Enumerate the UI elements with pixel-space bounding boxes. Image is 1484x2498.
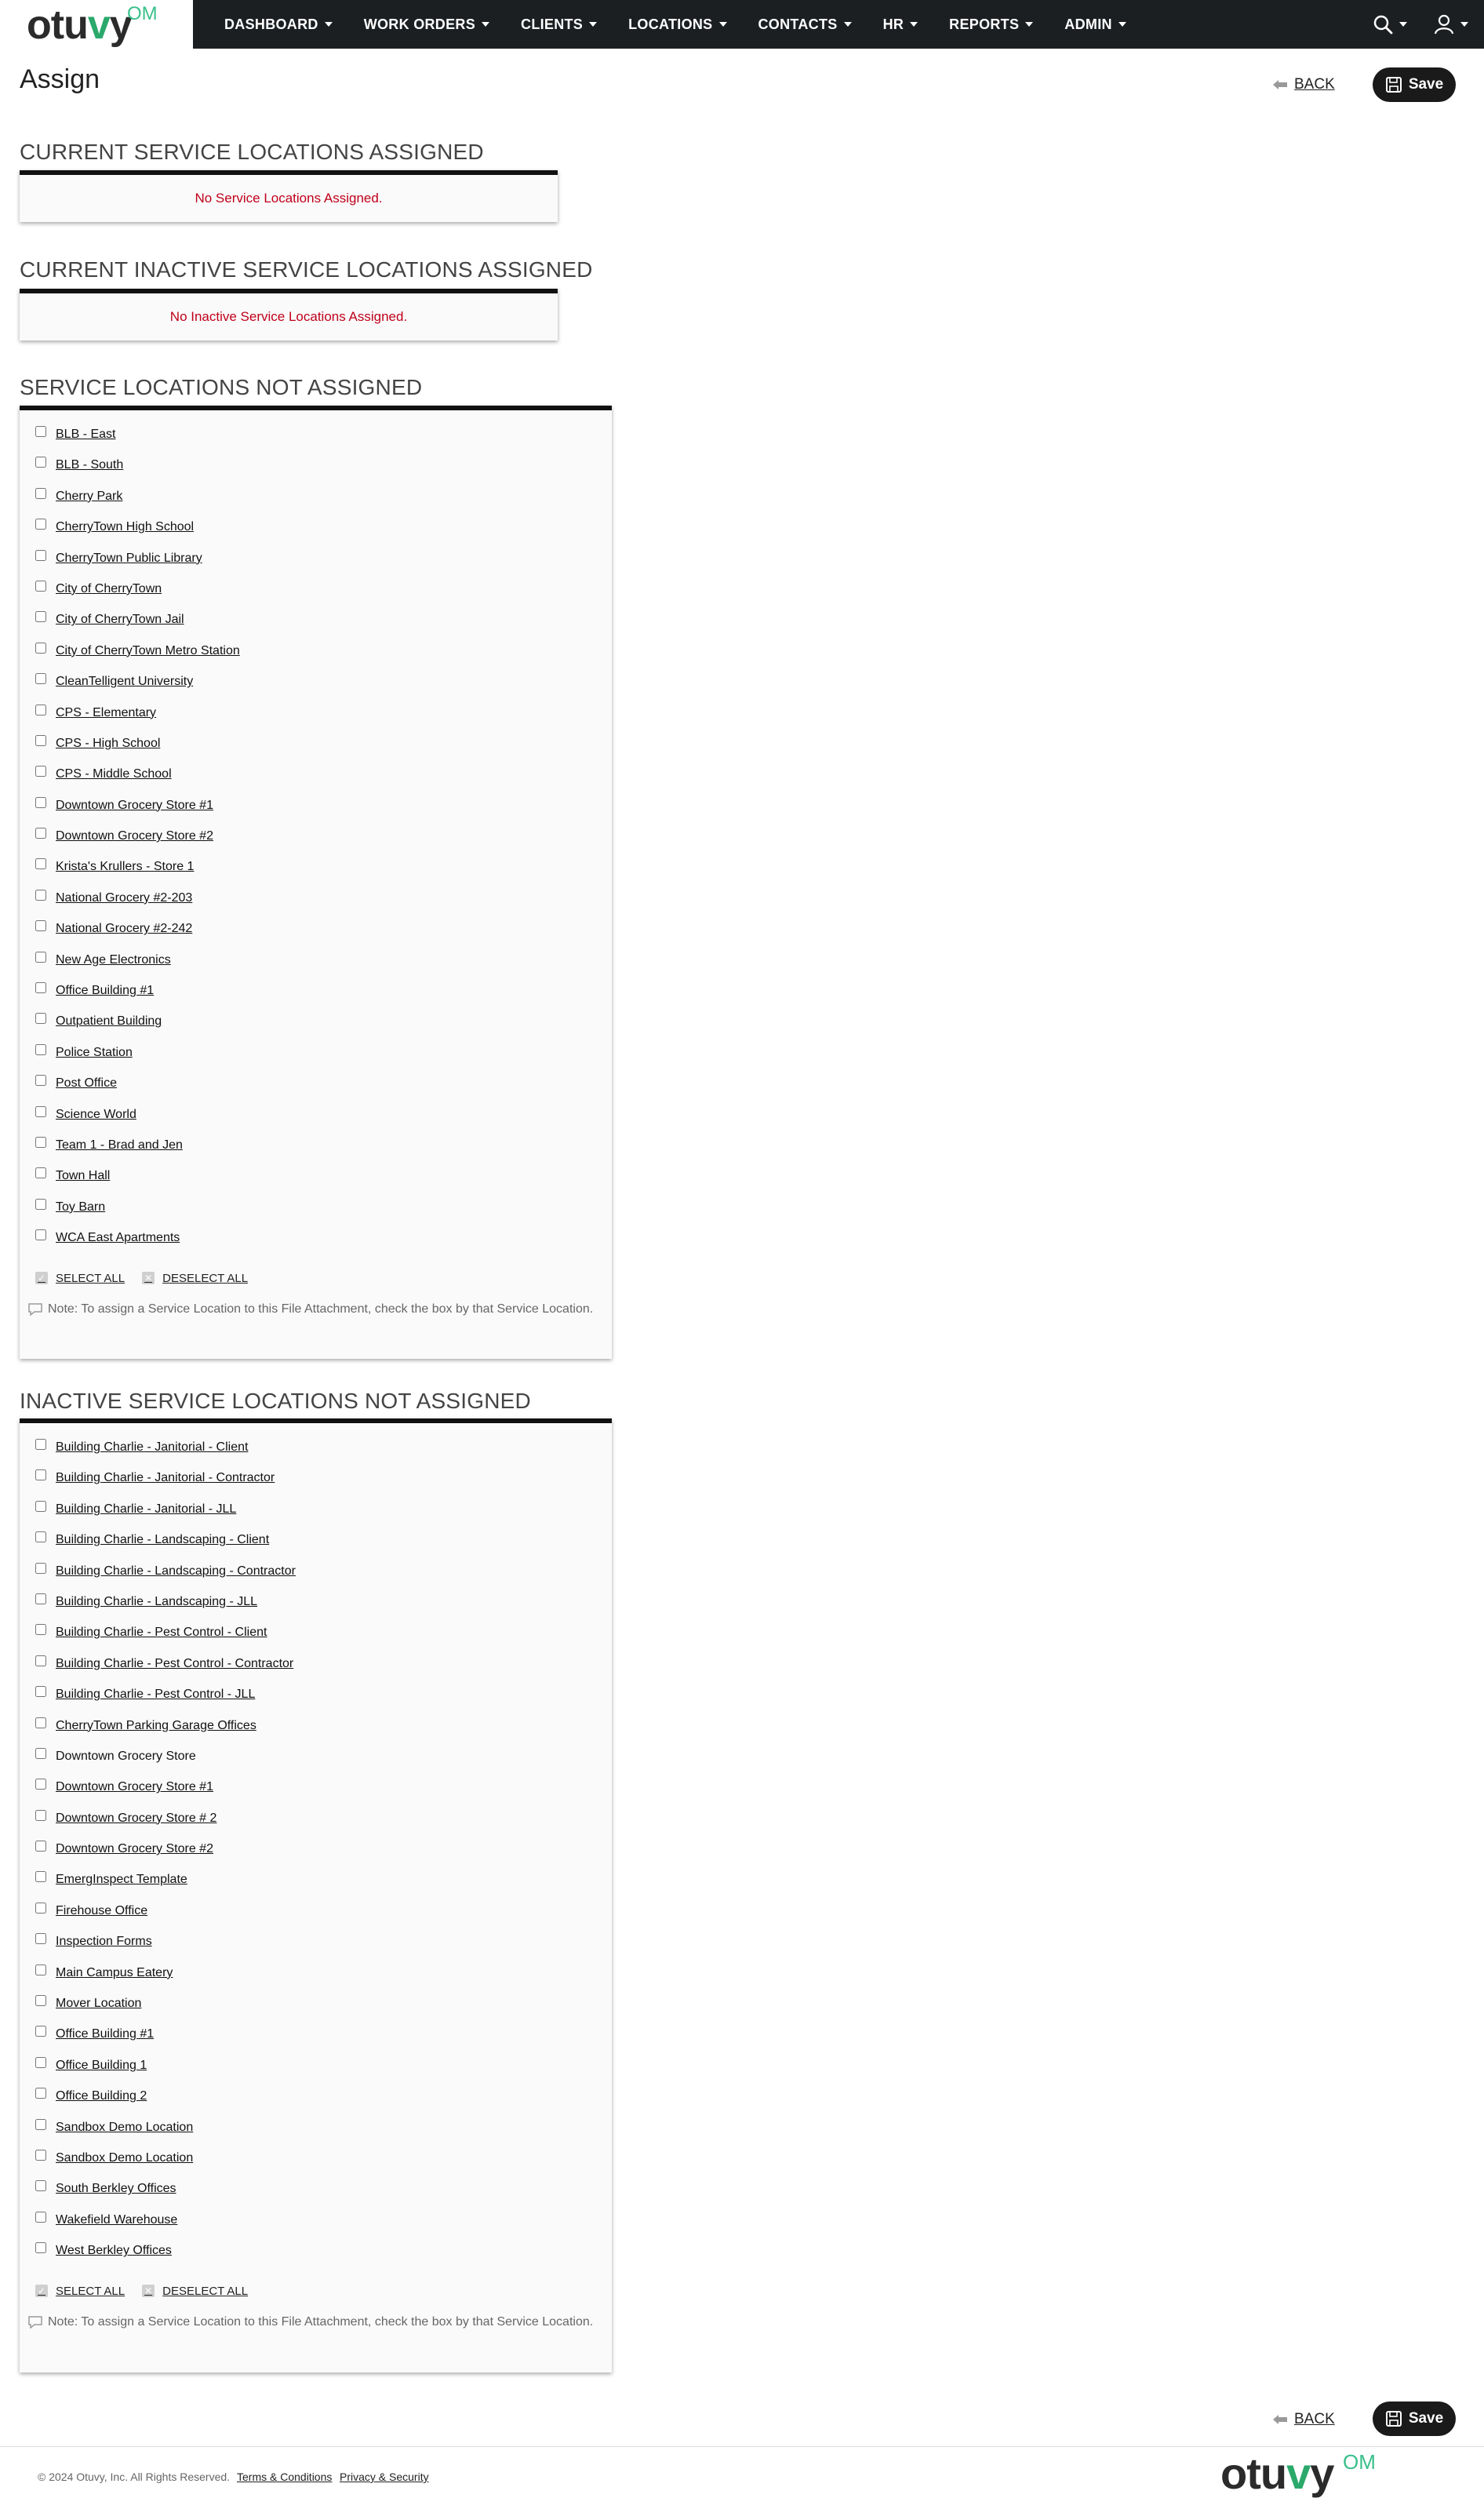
comment-icon — [27, 2315, 43, 2329]
location-link[interactable]: Building Charlie - Janitorial - Client — [56, 1440, 249, 1454]
nav-item-label: CLIENTS — [521, 16, 584, 32]
chevron-down-icon — [325, 22, 333, 27]
location-checkbox[interactable] — [35, 1995, 46, 2006]
list-item — [20, 1225, 612, 1255]
location-link[interactable]: Downtown Grocery Store #2 — [56, 1842, 213, 1856]
list-item — [20, 606, 612, 637]
location-checkbox[interactable] — [35, 1655, 46, 1666]
select-all-button[interactable] — [35, 2285, 125, 2298]
nav-item-admin[interactable] — [1064, 16, 1126, 33]
nav-item-label: WORK ORDERS — [363, 16, 476, 32]
list-item — [20, 514, 612, 544]
location-checkbox[interactable] — [35, 952, 46, 963]
empty-message: No Service Locations Assigned. — [195, 191, 383, 206]
list-item — [20, 2176, 612, 2206]
location-link[interactable]: Building Charlie - Janitorial - JLL — [56, 1502, 237, 1516]
location-link[interactable]: Firehouse Office — [56, 1903, 148, 1917]
main-nav — [209, 0, 1142, 49]
chevron-down-icon — [1118, 22, 1126, 27]
checkbox-x-icon: ✕ — [142, 2285, 155, 2297]
deselect-all-button[interactable] — [142, 2285, 248, 2298]
location-checkbox[interactable] — [35, 828, 46, 839]
location-checkbox[interactable] — [35, 488, 46, 499]
nav-item-clients[interactable] — [521, 16, 597, 33]
list-item — [20, 854, 612, 884]
location-link[interactable]: Building Charlie - Landscaping - Contractor — [56, 1564, 296, 1578]
location-checkbox[interactable] — [35, 519, 46, 530]
location-link[interactable]: National Grocery #2-203 — [56, 890, 193, 905]
location-checkbox[interactable] — [35, 581, 46, 592]
location-link[interactable]: Mover Location — [56, 1997, 142, 2011]
list-item — [20, 2021, 612, 2052]
nav-item-locations[interactable] — [628, 16, 726, 33]
list-item — [20, 1558, 612, 1589]
nav-item-label: CONTACTS — [758, 16, 838, 32]
location-link[interactable]: Wakefield Warehouse — [56, 2212, 178, 2227]
list-item — [20, 1589, 612, 1619]
location-checkbox[interactable] — [35, 982, 46, 993]
location-link[interactable]: South Berkley Offices — [56, 2182, 176, 2196]
deselect-all-label: DESELECT ALL — [162, 1271, 249, 1285]
location-checkbox[interactable] — [35, 1810, 46, 1821]
list-item — [20, 1774, 612, 1804]
location-checkbox[interactable] — [35, 2212, 46, 2223]
list-item — [20, 1102, 612, 1132]
save-button[interactable] — [1373, 2402, 1456, 2436]
location-link[interactable]: Building Charlie - Pest Control - Client — [56, 1626, 267, 1640]
location-checkbox[interactable] — [35, 2180, 46, 2191]
location-label: Downtown Grocery Store — [56, 1749, 196, 1763]
location-checkbox[interactable] — [35, 673, 46, 684]
location-checkbox[interactable] — [35, 1748, 46, 1759]
location-link[interactable]: Krista's Krullers - Store 1 — [56, 860, 195, 874]
user-icon — [1434, 14, 1454, 35]
location-link[interactable]: BLB - East — [56, 428, 116, 441]
current-assigned-panel — [20, 170, 558, 222]
location-link[interactable]: Office Building #1 — [56, 984, 155, 998]
location-link[interactable]: Office Building #1 — [56, 2027, 155, 2041]
list-item — [20, 792, 612, 823]
location-link[interactable]: Office Building 1 — [56, 2058, 147, 2072]
section-title-current-inactive: CURRENT INACTIVE SERVICE LOCATIONS ASSIGNED — [20, 257, 593, 282]
location-link[interactable]: Downtown Grocery Store #1 — [56, 798, 213, 812]
select-all-button[interactable] — [35, 1272, 125, 1285]
checkbox-checked-icon: ✓ — [35, 2285, 48, 2297]
list-item — [20, 1960, 612, 1990]
location-checkbox[interactable] — [35, 705, 46, 716]
location-link[interactable]: CherryTown High School — [56, 520, 195, 534]
section-title-current-assigned: CURRENT SERVICE LOCATIONS ASSIGNED — [20, 140, 484, 164]
list-item — [20, 2207, 612, 2238]
logo-text-start: otu — [1220, 2449, 1287, 2498]
list-item — [20, 2114, 612, 2145]
location-checkbox[interactable] — [35, 1229, 46, 1240]
location-checkbox[interactable] — [35, 766, 46, 777]
location-checkbox[interactable] — [35, 2242, 46, 2253]
location-link[interactable]: Downtown Grocery Store #1 — [56, 1780, 213, 1794]
footer-logo-suffix: OM — [1343, 2450, 1376, 2474]
location-checkbox[interactable] — [35, 1779, 46, 1790]
list-item — [20, 2052, 612, 2083]
save-label: Save — [1408, 2410, 1444, 2427]
list-item — [20, 947, 612, 978]
location-link[interactable]: Team 1 - Brad and Jen — [56, 1138, 183, 1152]
select-all-label: SELECT ALL — [56, 2284, 125, 2298]
location-checkbox[interactable] — [35, 1075, 46, 1086]
comment-icon — [27, 1302, 43, 1316]
location-checkbox[interactable] — [35, 890, 46, 901]
location-link[interactable]: Town Hall — [56, 1169, 111, 1183]
nav-item-contacts[interactable] — [758, 16, 852, 33]
search-icon — [1373, 14, 1393, 35]
nav-item-work-orders[interactable] — [364, 16, 489, 33]
location-link[interactable]: Outpatient Building — [56, 1014, 162, 1029]
list-item — [20, 1805, 612, 1836]
location-link[interactable]: Cherry Park — [56, 489, 123, 503]
current-inactive-panel — [20, 289, 558, 340]
location-checkbox[interactable] — [35, 1106, 46, 1117]
location-link[interactable]: CherryTown Parking Garage Offices — [56, 1718, 256, 1732]
list-item — [20, 1619, 612, 1650]
location-checkbox[interactable] — [35, 1903, 46, 1914]
not-assigned-panel — [20, 406, 612, 1359]
nav-item-label: ADMIN — [1064, 16, 1112, 32]
chevron-down-icon — [719, 22, 727, 27]
location-link[interactable]: Downtown Grocery Store #2 — [56, 829, 213, 843]
inactive-not-assigned-panel — [20, 1418, 612, 2372]
location-link[interactable]: Downtown Grocery Store # 2 — [56, 1811, 217, 1825]
location-link[interactable]: Toy Barn — [56, 1200, 106, 1214]
back-button[interactable] — [1272, 2411, 1335, 2428]
nav-item-label: HR — [882, 16, 904, 32]
list-item — [20, 916, 612, 946]
checkbox-x-icon: ✕ — [142, 1272, 155, 1284]
nav-right — [1346, 0, 1468, 49]
location-checkbox[interactable] — [35, 1439, 46, 1450]
privacy-link[interactable]: Privacy & Security — [340, 2471, 429, 2483]
note-text: Note: To assign a Service Location to this File Attachment, check the box by that Service Location. — [48, 1302, 594, 1316]
location-link[interactable]: WCA East Apartments — [56, 1231, 180, 1245]
list-item — [20, 1434, 612, 1465]
chevron-down-icon — [589, 22, 597, 27]
location-link[interactable]: Building Charlie - Landscaping - Client — [56, 1533, 270, 1547]
location-checkbox[interactable] — [35, 1841, 46, 1852]
location-checkbox[interactable] — [35, 797, 46, 808]
location-link[interactable]: City of CherryTown Jail — [56, 613, 184, 627]
location-link[interactable]: CPS - Elementary — [56, 705, 157, 719]
list-item — [20, 1527, 612, 1557]
logo-text-v: v — [87, 2, 110, 48]
location-link[interactable]: New Age Electronics — [56, 952, 171, 967]
deselect-all-label: DESELECT ALL — [162, 2284, 249, 2298]
location-link[interactable]: CleanTelligent University — [56, 675, 194, 689]
location-link[interactable]: Building Charlie - Pest Control - Contractor — [56, 1656, 294, 1670]
location-checkbox[interactable] — [35, 920, 46, 931]
location-checkbox[interactable] — [35, 426, 46, 437]
nav-item-label: REPORTS — [949, 16, 1020, 32]
note — [27, 1302, 612, 1316]
copyright: © 2024 Otuvy, Inc. All Rights Reserved. — [38, 2471, 231, 2483]
list-item — [20, 823, 612, 854]
location-checkbox[interactable] — [35, 2119, 46, 2130]
list-item — [20, 1496, 612, 1527]
logo-text-end: y — [109, 2, 132, 48]
list-item — [20, 1898, 612, 1928]
location-checkbox[interactable] — [35, 735, 46, 746]
location-checkbox[interactable] — [35, 1469, 46, 1480]
logo[interactable] — [0, 0, 193, 49]
footer — [0, 2446, 1484, 2497]
list-item — [20, 978, 612, 1008]
location-list — [20, 1423, 612, 2269]
location-link[interactable]: Science World — [56, 1107, 136, 1121]
location-checkbox[interactable] — [35, 1717, 46, 1728]
arrow-left-icon — [1272, 79, 1288, 90]
location-link[interactable]: Building Charlie - Janitorial - Contractor — [56, 1471, 275, 1485]
location-checkbox[interactable] — [35, 1933, 46, 1944]
list-item — [20, 1651, 612, 1681]
list-item — [20, 1070, 612, 1101]
chevron-down-icon — [1399, 22, 1407, 27]
empty-message: No Inactive Service Locations Assigned. — [169, 309, 408, 324]
location-checkbox[interactable] — [35, 1167, 46, 1178]
search-menu[interactable] — [1373, 14, 1407, 35]
deselect-all-button[interactable] — [142, 1272, 248, 1285]
save-button[interactable] — [1373, 67, 1456, 102]
back-label: BACK — [1294, 76, 1335, 93]
location-checkbox[interactable] — [35, 1501, 46, 1512]
location-link[interactable]: Inspection Forms — [56, 1935, 152, 1949]
location-checkbox[interactable] — [35, 1624, 46, 1635]
location-link[interactable]: Sandbox Demo Location — [56, 2150, 194, 2165]
location-checkbox[interactable] — [35, 457, 46, 468]
list-item — [20, 1163, 612, 1193]
location-checkbox[interactable] — [35, 2026, 46, 2037]
location-checkbox[interactable] — [35, 1965, 46, 1975]
section-title-inactive-not-assigned: INACTIVE SERVICE LOCATIONS NOT ASSIGNED — [20, 1389, 531, 1413]
location-checkbox[interactable] — [35, 2088, 46, 2099]
location-link[interactable]: CPS - High School — [56, 736, 161, 750]
nav-item-reports[interactable] — [949, 16, 1033, 33]
list-item — [20, 885, 612, 916]
chevron-down-icon — [910, 22, 918, 27]
location-checkbox[interactable] — [35, 1137, 46, 1148]
list-item — [20, 761, 612, 792]
floppy-disk-icon — [1385, 2410, 1402, 2427]
location-checkbox[interactable] — [35, 1199, 46, 1210]
list-item — [20, 1713, 612, 1743]
location-link[interactable]: Building Charlie - Landscaping - JLL — [56, 1594, 258, 1608]
select-controls — [35, 1272, 612, 1285]
location-checkbox[interactable] — [35, 643, 46, 654]
location-checkbox[interactable] — [35, 1531, 46, 1542]
nav-item-dashboard[interactable] — [224, 16, 333, 33]
note-text: Note: To assign a Service Location to this File Attachment, check the box by that Service Location. — [48, 2314, 594, 2329]
location-checkbox[interactable] — [35, 1686, 46, 1697]
list-item — [20, 1866, 612, 1897]
location-link[interactable]: Post Office — [56, 1076, 117, 1091]
checkbox-checked-icon: ✓ — [35, 1272, 48, 1284]
location-link[interactable]: CherryTown Public Library — [56, 551, 202, 565]
list-item — [20, 1040, 612, 1070]
save-label: Save — [1408, 76, 1444, 93]
chevron-down-icon — [844, 22, 852, 27]
location-link[interactable]: National Grocery #2-242 — [56, 922, 193, 936]
page-title: Assign — [20, 64, 100, 94]
list-item — [20, 576, 612, 606]
location-list — [20, 410, 612, 1256]
list-item — [20, 1990, 612, 2021]
location-link[interactable]: City of CherryTown — [56, 581, 162, 595]
location-checkbox[interactable] — [35, 2057, 46, 2068]
back-label: BACK — [1294, 2411, 1335, 2427]
location-link[interactable]: Sandbox Demo Location — [56, 2120, 194, 2134]
chevron-down-icon — [482, 22, 489, 27]
location-checkbox[interactable] — [35, 611, 46, 622]
list-item — [20, 638, 612, 668]
location-checkbox[interactable] — [35, 2150, 46, 2161]
arrow-left-icon — [1272, 2414, 1288, 2425]
location-checkbox[interactable] — [35, 1013, 46, 1024]
list-item — [20, 421, 612, 452]
location-link[interactable]: Main Campus Eatery — [56, 1965, 173, 1979]
nav-item-hr[interactable] — [883, 16, 918, 33]
location-link[interactable]: EmergInspect Template — [56, 1873, 187, 1887]
list-item — [20, 730, 612, 761]
location-checkbox[interactable] — [35, 550, 46, 561]
location-link[interactable]: Police Station — [56, 1045, 133, 1059]
location-link[interactable]: City of CherryTown Metro Station — [56, 643, 240, 657]
back-button[interactable] — [1272, 76, 1335, 93]
location-checkbox[interactable] — [35, 1593, 46, 1604]
list-item — [20, 452, 612, 482]
logo-text-start: otu — [27, 2, 88, 48]
chevron-down-icon — [1460, 22, 1468, 27]
list-item — [20, 483, 612, 514]
select-controls — [35, 2285, 612, 2298]
user-menu[interactable] — [1434, 14, 1468, 35]
logo-text-end: y — [1310, 2449, 1334, 2498]
location-checkbox[interactable] — [35, 1871, 46, 1882]
location-link[interactable]: BLB - South — [56, 458, 124, 472]
location-checkbox[interactable] — [35, 1563, 46, 1574]
select-all-label: SELECT ALL — [56, 1271, 125, 1285]
location-link[interactable]: Building Charlie - Pest Control - JLL — [56, 1688, 256, 1702]
nav-item-label: DASHBOARD — [224, 16, 318, 32]
location-link[interactable]: Office Building 2 — [56, 2089, 147, 2103]
list-item — [20, 1194, 612, 1225]
location-checkbox[interactable] — [35, 858, 46, 869]
list-item — [20, 1465, 612, 1495]
terms-link[interactable]: Terms & Conditions — [237, 2471, 333, 2483]
location-link[interactable]: West Berkley Offices — [56, 2244, 172, 2258]
section-title-not-assigned: SERVICE LOCATIONS NOT ASSIGNED — [20, 375, 423, 399]
location-checkbox[interactable] — [35, 1044, 46, 1055]
list-item — [20, 1928, 612, 1959]
list-item — [20, 700, 612, 730]
note — [27, 2315, 612, 2329]
nav-item-label: LOCATIONS — [628, 16, 713, 32]
list-item — [20, 1008, 612, 1039]
footer-logo — [1220, 2450, 1333, 2497]
list-item — [20, 1743, 612, 1774]
list-item — [20, 2145, 612, 2176]
location-link[interactable]: CPS - Middle School — [56, 767, 172, 781]
list-item — [20, 1132, 612, 1163]
list-item — [20, 2083, 612, 2114]
list-item — [20, 1681, 612, 1712]
floppy-disk-icon — [1385, 76, 1402, 93]
logo-text-v: v — [1286, 2449, 1311, 2498]
logo-suffix: OM — [127, 3, 158, 24]
chevron-down-icon — [1025, 22, 1033, 27]
list-item — [20, 668, 612, 699]
top-navbar — [0, 0, 1484, 49]
list-item — [20, 2238, 612, 2268]
list-item — [20, 1836, 612, 1866]
list-item — [20, 545, 612, 576]
